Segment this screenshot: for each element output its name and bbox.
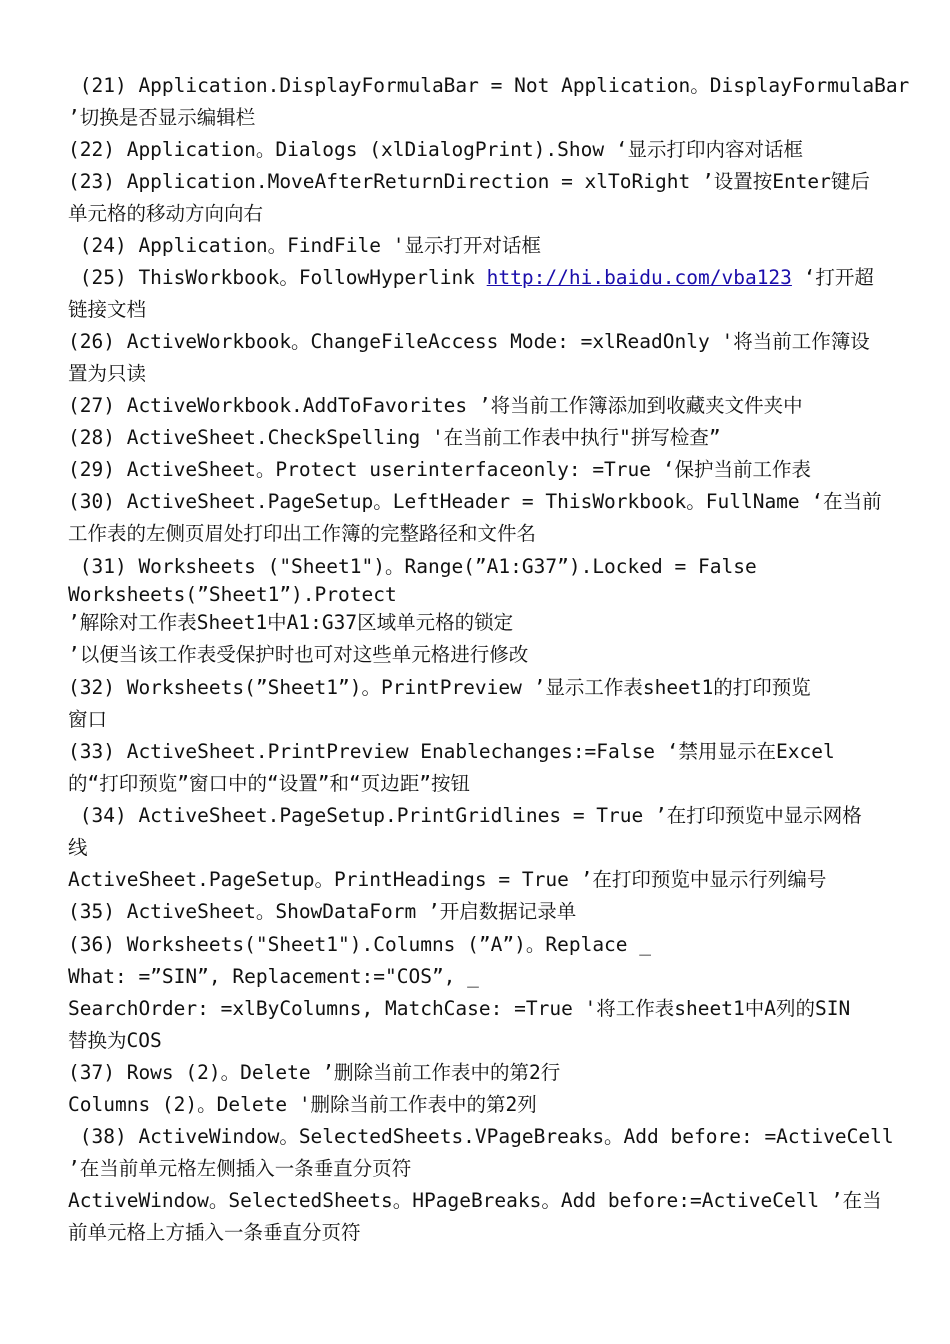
text-line: 替换为COS xyxy=(68,1029,162,1052)
text-line: (24) Application。FindFile '显示打开对话框 xyxy=(68,234,541,257)
text-line: (27) ActiveWorkbook.AddToFavorites ’将当前工作簿添加到收藏夹文件夹中 xyxy=(68,394,803,417)
text-line: 前单元格上方插入一条垂直分页符 xyxy=(68,1221,361,1244)
text-line: 窗口 xyxy=(68,708,108,731)
text-line: (35) ActiveSheet。ShowDataForm ’开启数据记录单 xyxy=(68,900,577,923)
hyperlink[interactable]: http://hi.baidu.com/vba123 xyxy=(486,266,792,289)
text-line: Columns (2)。Delete '删除当前工作表中的第2列 xyxy=(68,1093,537,1116)
text-line: ’解除对工作表Sheet1中A1:G37区域单元格的锁定 xyxy=(68,611,514,634)
text-line: ActiveWindow。SelectedSheets。HPageBreaks。Add before:=ActiveCell ’在当 xyxy=(68,1189,882,1212)
text-line: (29) ActiveSheet。Protect userinterfaceonly: =True ‘保护当前工作表 xyxy=(68,458,811,481)
text-line: (22) Application。Dialogs (xlDialogPrint).Show ‘显示打印内容对话框 xyxy=(68,138,804,161)
text-line: (33) ActiveSheet.PrintPreview Enablechanges:=False ‘禁用显示在Excel xyxy=(68,740,835,763)
text-line: ’在当前单元格左侧插入一条垂直分页符 xyxy=(68,1157,412,1180)
text-line: (21) Application.DisplayFormulaBar = Not Application。DisplayFormulaBar xyxy=(68,74,910,97)
text-line: (30) ActiveSheet.PageSetup。LeftHeader = ThisWorkbook。FullName ‘在当前 xyxy=(68,490,882,513)
text-line: What: =”SIN”, Replacement:="COS”, _ xyxy=(68,965,479,988)
text-line: 工作表的左侧页眉处打印出工作簿的完整路径和文件名 xyxy=(68,522,537,545)
text-line: Worksheets(”Sheet1”).Protect xyxy=(68,583,397,606)
hyperlink-line xyxy=(68,264,888,292)
text-line: ’切换是否显示编辑栏 xyxy=(68,106,256,129)
text-span: ‘打开超 xyxy=(791,266,874,289)
text-span: (25) ThisWorkbook。FollowHyperlink xyxy=(68,266,487,289)
text-line: (28) ActiveSheet.CheckSpelling '在当前工作表中执行"拼写检查” xyxy=(68,426,721,449)
text-line: (31) Worksheets ("Sheet1")。Range(”A1:G37”).Locked = False xyxy=(68,555,757,578)
text-line: (34) ActiveSheet.PageSetup.PrintGridlines = True ’在打印预览中显示网格 xyxy=(68,804,862,827)
text-line: (37) Rows (2)。Delete ’删除当前工作表中的第2行 xyxy=(68,1061,561,1084)
text-line: 置为只读 xyxy=(68,362,147,385)
text-line: SearchOrder: =xlByColumns, MatchCase: =True '将工作表sheet1中A列的SIN xyxy=(68,997,851,1020)
text-line: (23) Application.MoveAfterReturnDirection = xlToRight ’设置按Enter键后 xyxy=(68,170,870,193)
text-line: 链接文档 xyxy=(68,298,147,321)
text-line: (26) ActiveWorkbook。ChangeFileAccess Mode: =xlReadOnly '将当前工作簿设 xyxy=(68,330,870,353)
text-line: 的“打印预览”窗口中的“设置”和“页边距”按钮 xyxy=(68,772,470,795)
text-line: 线 xyxy=(68,836,88,859)
text-line: 单元格的移动方向向右 xyxy=(68,202,264,225)
text-line: ’以便当该工作表受保护时也可对这些单元格进行修改 xyxy=(68,643,529,666)
text-line: (32) Worksheets(”Sheet1”)。PrintPreview ’显示工作表sheet1的打印预览 xyxy=(68,676,811,699)
text-line: (36) Worksheets("Sheet1").Columns (”A”)。Replace _ xyxy=(68,933,652,956)
text-line: ActiveSheet.PageSetup。PrintHeadings = True ’在打印预览中显示行列编号 xyxy=(68,868,827,891)
text-line: (38) ActiveWindow。SelectedSheets.VPageBreaks。Add before: =ActiveCell xyxy=(68,1125,894,1148)
